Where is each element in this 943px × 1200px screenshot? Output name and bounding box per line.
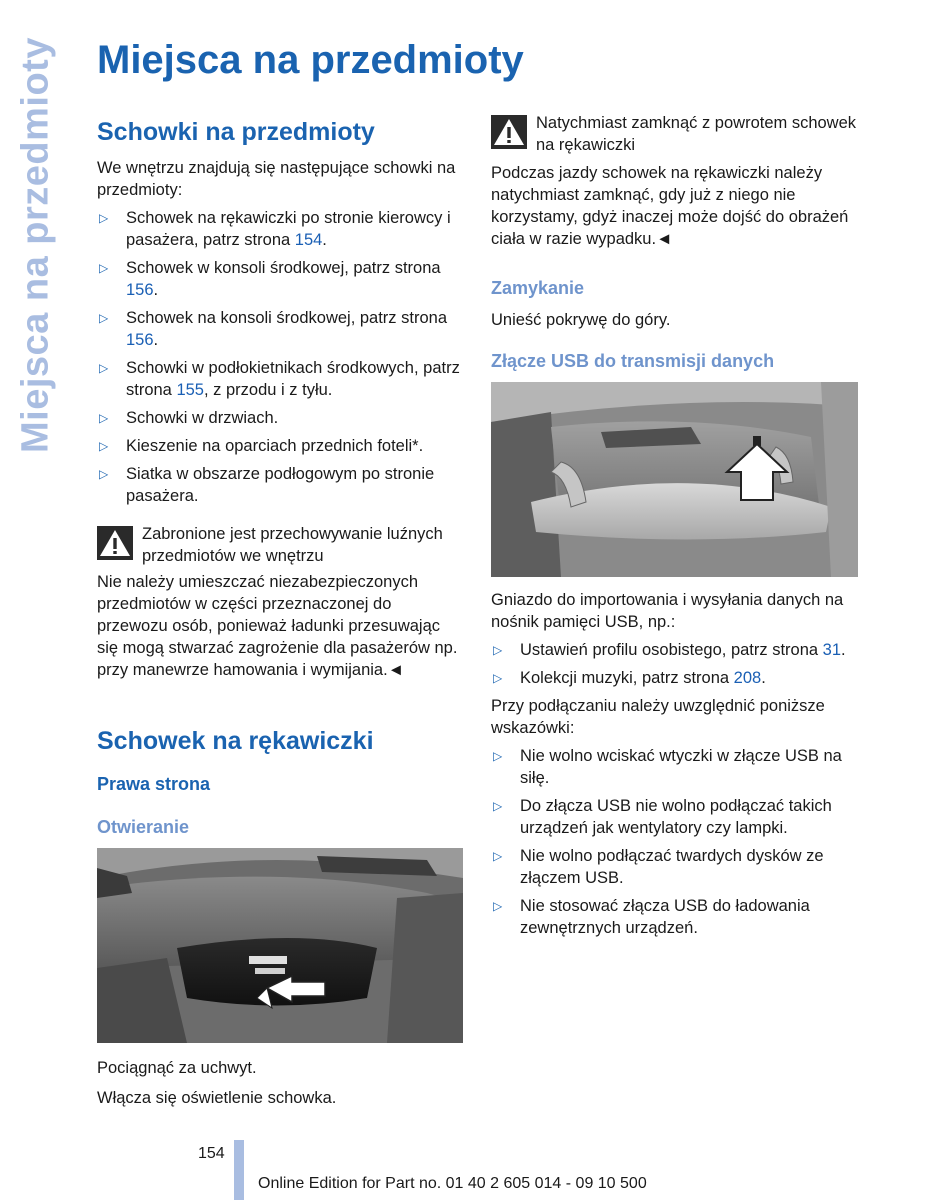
item-after: .: [841, 641, 846, 659]
list-item: [97, 257, 465, 301]
subheading-right-side: Prawa strona: [97, 774, 211, 794]
caption-light-on: Włącza się oświetlenie schowka.: [97, 1089, 337, 1107]
item-text: Nie wolno podłączać twardych dysków ze złączem USB.: [520, 847, 824, 887]
section-heading-glovebox: Schowek na rękawiczki: [97, 727, 374, 755]
right-column: [491, 112, 859, 945]
page-title: Miejsca na przedmioty: [97, 38, 524, 82]
item-text: Kieszenie na oparciach przednich foteli*.: [126, 437, 424, 455]
notes-list: [491, 745, 859, 939]
footer-bar: [234, 1140, 244, 1200]
list-item: [97, 463, 465, 507]
item-text: Schowek na konsoli środkowej, patrz strona: [126, 309, 447, 327]
triangle-right-icon: ▷: [99, 361, 109, 375]
usb-list: [491, 639, 859, 689]
page-number: 154: [198, 1145, 225, 1162]
item-text: Schowki w drzwiach.: [126, 409, 279, 427]
triangle-right-icon: ▷: [99, 211, 109, 225]
usb-port-photo: [491, 382, 858, 577]
list-item: [491, 667, 859, 689]
triangle-right-icon: ▷: [493, 671, 503, 685]
edition-text: Online Edition for Part no. 01 40 2 605 014 - 09 10 500: [258, 1175, 647, 1192]
item-text: Siatka w obszarze podłogowym po stronie pasażera.: [126, 465, 435, 505]
glovebox-opening-photo: [97, 848, 463, 1043]
item-text: Nie stosować złącza USB do ładowania zewnętrznych urządzeń.: [520, 897, 810, 937]
triangle-right-icon: ▷: [493, 849, 503, 863]
triangle-right-icon: ▷: [493, 799, 503, 813]
list-item: [97, 407, 465, 429]
triangle-right-icon: ▷: [493, 899, 503, 913]
triangle-right-icon: ▷: [493, 643, 503, 657]
triangle-right-icon: ▷: [99, 439, 109, 453]
intro-text: We wnętrzu znajdują się następujące schowki na przedmioty:: [97, 159, 456, 199]
warning-title: Zabronione jest przechowywanie luźnych przedmiotów we wnętrzu: [142, 525, 443, 565]
item-text: Nie wolno wciskać wtyczki w złącze USB na siłę.: [520, 747, 842, 787]
subheading-usb: Złącze USB do transmisji danych: [491, 351, 775, 371]
item-after: .: [761, 669, 766, 687]
item-text: Ustawień profilu osobistego, patrz strona: [520, 641, 823, 659]
storage-list: [97, 207, 465, 507]
warning-box-close-glovebox: [491, 112, 859, 156]
list-item: [97, 307, 465, 351]
page-link[interactable]: 31: [822, 641, 842, 659]
item-after: .: [153, 331, 159, 349]
item-after: .: [322, 231, 327, 249]
side-tab: [6, 37, 66, 453]
list-item: [97, 435, 465, 457]
warning-box-loose-items: [97, 523, 465, 567]
list-item: [97, 207, 465, 251]
list-item: [491, 795, 859, 839]
warning-triangle-icon: [97, 526, 133, 560]
item-after: .: [153, 281, 159, 299]
item-text: Do złącza USB nie wolno podłączać takich urządzeń jak wentylatory czy lampki.: [520, 797, 832, 837]
list-item: [97, 357, 465, 401]
left-column: [97, 112, 465, 1109]
triangle-right-icon: ▷: [99, 467, 109, 481]
page-link[interactable]: 208: [733, 669, 762, 687]
list-item: [491, 745, 859, 789]
closing-text: Unieść pokrywę do góry.: [491, 311, 671, 329]
caption-pull-handle: Pociągnąć za uchwyt.: [97, 1059, 257, 1077]
subheading-opening: Otwieranie: [97, 817, 190, 837]
warning-body: Podczas jazdy schowek na rękawiczki należy natychmiast zamknąć, gdy już z niego nie korzystamy, gdyż inaczej może dojść do obrażeń ciała w razie wypadku.◄: [491, 164, 849, 248]
list-item: [491, 845, 859, 889]
item-text: Schowek na rękawiczki po stronie kierowcy i pasażera, patrz strona: [126, 209, 451, 249]
warning-title: Natychmiast zamknąć z powrotem schowek na rękawiczki: [536, 114, 857, 154]
page-link[interactable]: 155: [176, 381, 204, 399]
triangle-right-icon: ▷: [493, 749, 503, 763]
triangle-right-icon: ▷: [99, 311, 109, 325]
page-link[interactable]: 156: [126, 281, 154, 299]
triangle-right-icon: ▷: [99, 411, 109, 425]
page-link[interactable]: 156: [126, 331, 154, 349]
item-after: , z przodu i z tyłu.: [203, 381, 333, 399]
item-text: Kolekcji muzyki, patrz strona: [520, 669, 734, 687]
side-tab-label: Miejsca na przedmioty: [14, 37, 57, 453]
item-text: Schowek w konsoli środkowej, patrz strona: [126, 259, 441, 277]
subheading-closing: Zamykanie: [491, 278, 585, 298]
usb-intro: Gniazdo do importowania i wysyłania danych na nośnik pamięci USB, np.:: [491, 591, 844, 631]
item-text: Schowki w podłokietnikach środkowych, patrz strona: [126, 359, 460, 399]
notes-intro: Przy podłączaniu należy uwzględnić poniższe wskazówki:: [491, 697, 825, 737]
triangle-right-icon: ▷: [99, 261, 109, 275]
list-item: [491, 895, 859, 939]
warning-body: Nie należy umieszczać niezabezpieczonych przedmiotów w części przeznaczonej do przewozu osób, ponieważ ładunki przesuwając się mogą stwarzać zagrożenie dla pasażerów np. przy manewrze hamowania i wymijania.◄: [97, 573, 458, 679]
section-heading-storage: Schowki na przedmioty: [97, 118, 375, 146]
list-item: [491, 639, 859, 661]
page-link[interactable]: 154: [294, 231, 323, 249]
warning-triangle-icon: [491, 115, 527, 149]
